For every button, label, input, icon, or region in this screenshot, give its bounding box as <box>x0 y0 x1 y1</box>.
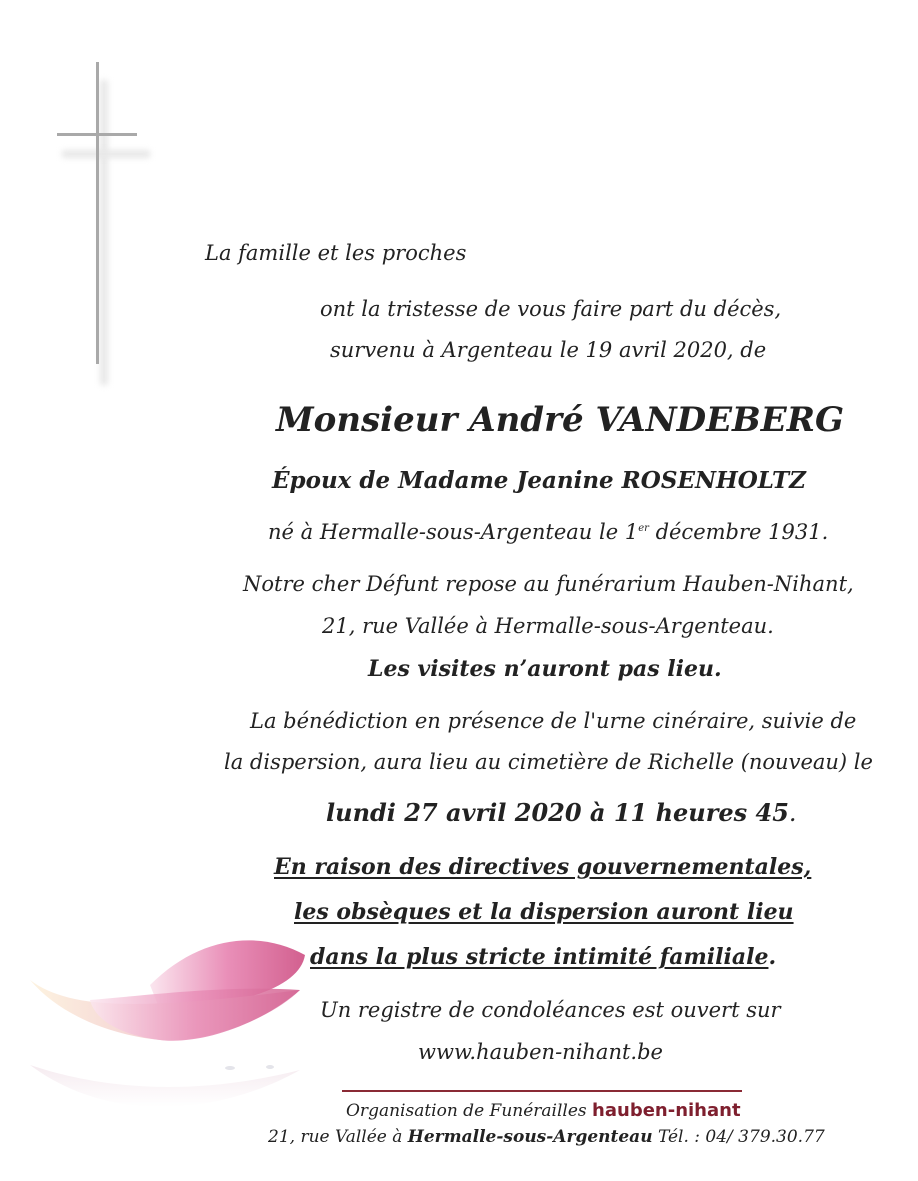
footer-separator <box>342 1090 742 1092</box>
ceremony-date-end: . <box>788 799 797 827</box>
notice-line-1: En raison des directives gouvernementales, <box>274 854 812 880</box>
footer-org-line <box>346 1100 741 1121</box>
spouse-line: Époux de Madame Jeanine ROSENHOLTZ <box>272 467 806 494</box>
footer-phone: Tél. : 04/ 379.30.77 <box>652 1127 825 1147</box>
birth-prefix: né à Hermalle-sous-Argenteau le 1 <box>268 520 639 544</box>
rest-line-1: Notre cher Défunt repose au funérarium Hauben-Nihant, <box>243 572 854 596</box>
announce-line-2: survenu à Argenteau le 19 avril 2020, de <box>330 338 767 362</box>
ceremony-date <box>326 798 797 827</box>
notice-line-3-text: dans la plus stricte intimité familiale <box>310 944 769 970</box>
footer-org-label: Organisation de Funérailles <box>346 1101 593 1121</box>
footer-address-town: Hermalle-sous-Argenteau <box>407 1127 653 1147</box>
brand-logo: hauben-nihant <box>592 1100 741 1121</box>
notice-line-3 <box>310 944 776 970</box>
birth-line <box>268 520 828 544</box>
ceremony-line-1: La bénédiction en présence de l'urne cinéraire, suivie de <box>250 709 857 733</box>
register-url-link[interactable]: www.hauben-nihant.be <box>418 1040 663 1064</box>
footer-address-prefix: 21, rue Vallée à <box>268 1127 408 1147</box>
notice-line-2: les obsèques et la dispersion auront lieu <box>294 899 794 925</box>
ceremony-date-text: lundi 27 avril 2020 à 11 heures 45 <box>326 798 789 827</box>
deceased-name: Monsieur André VANDEBERG <box>276 400 844 440</box>
announce-line-1: ont la tristesse de vous faire part du décès, <box>320 297 782 321</box>
notice-line-3-end: . <box>768 944 777 970</box>
birth-suffix: décembre 1931. <box>648 520 829 544</box>
rest-line-2: 21, rue Vallée à Hermalle-sous-Argenteau. <box>322 614 774 638</box>
family-line: La famille et les proches <box>205 241 467 265</box>
ceremony-line-2: la dispersion, aura lieu au cimetière de Richelle (nouveau) le <box>224 750 873 774</box>
visits-line: Les visites n’auront pas lieu. <box>368 656 722 682</box>
register-line: Un registre de condoléances est ouvert sur <box>320 998 781 1022</box>
footer-address-line <box>268 1127 825 1147</box>
birth-sup: er <box>638 523 649 534</box>
